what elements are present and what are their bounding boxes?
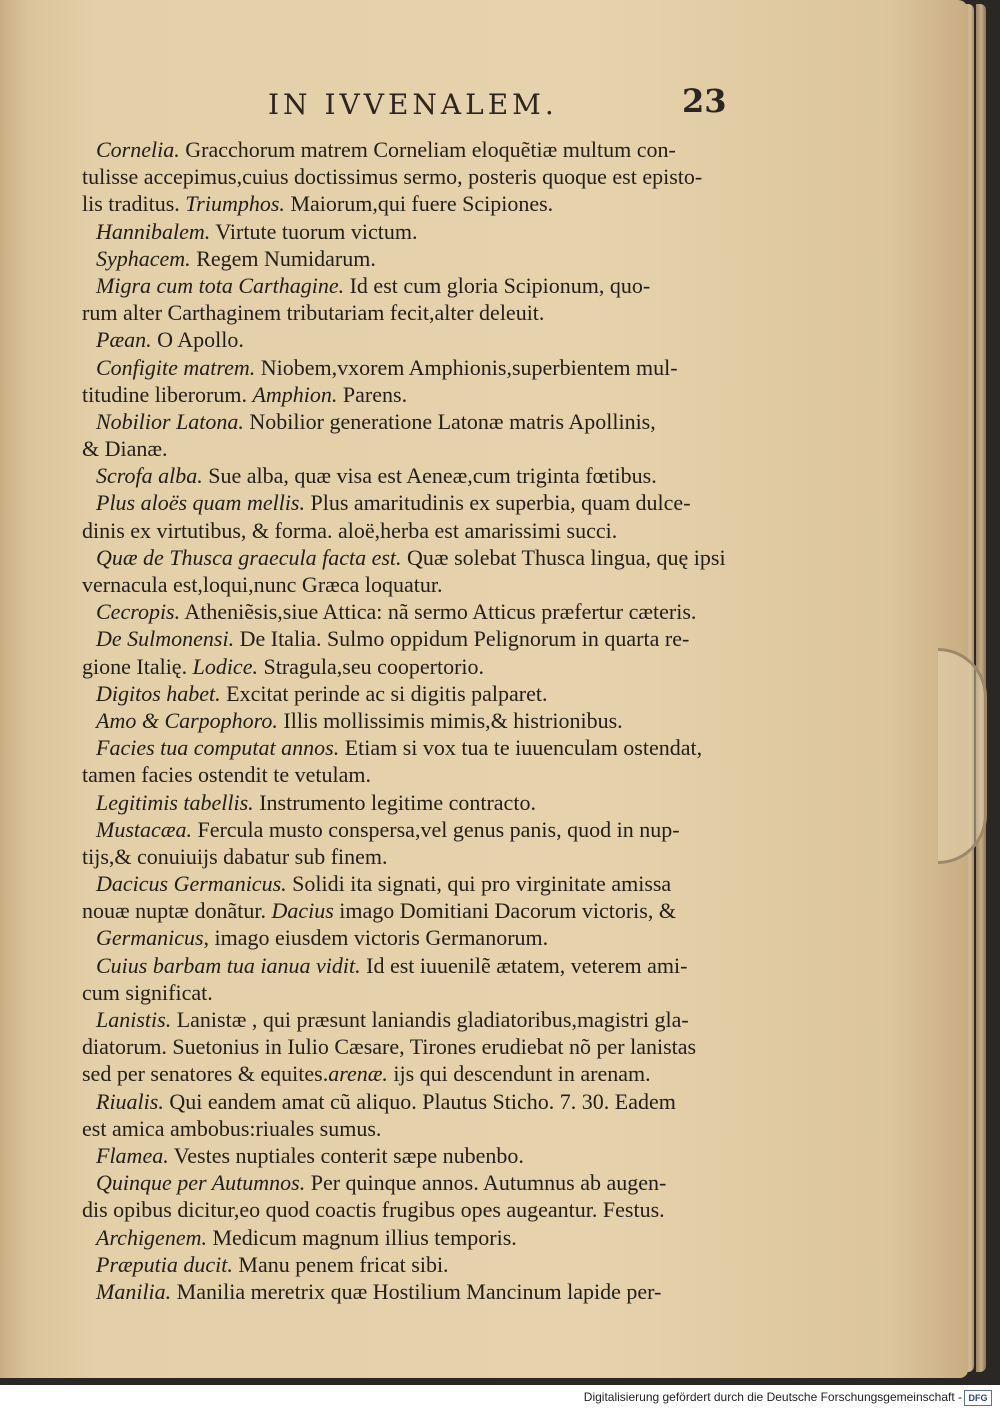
gloss-text: Niobem,vxorem Amphionis,superbientem mul- <box>255 354 678 380</box>
gloss-text: vernacula est,loqui,nunc Græca loquatur. <box>82 572 443 597</box>
gloss-text: Id est cum gloria Scipionum, quo- <box>344 272 651 298</box>
lemma: Plus aloës quam mellis. <box>96 490 305 516</box>
text-line <box>82 381 776 408</box>
text-line <box>96 789 776 816</box>
text-line <box>96 1169 776 1196</box>
gloss-text: Lanistæ , qui præsunt laniandis gladiatoribus,magistri gla- <box>171 1007 689 1032</box>
lemma: Cuius barbam tua ianua vidit. <box>96 952 361 978</box>
text-line <box>96 1142 776 1169</box>
gloss-text: Sue alba, quæ visa est Aeneæ,cum triginta fœtibus. <box>202 463 657 489</box>
lemma: Cornelia. <box>96 137 180 162</box>
lemma: Syphacem. <box>96 245 191 271</box>
text-line <box>96 734 776 761</box>
gloss-text: diatorum. Suetonius in Iulio Cæsare, Tirones erudiebat nõ per lanistas <box>82 1034 697 1060</box>
text-line <box>96 218 776 245</box>
gloss-text: cum significat. <box>82 979 213 1005</box>
lemma: Archigenem. <box>96 1224 207 1250</box>
lemma: Configite matrem. <box>96 354 256 380</box>
running-title: IN IVVENALEM. <box>268 88 558 121</box>
text-line <box>82 897 776 924</box>
commentary-text <box>82 136 776 1305</box>
gloss-text: Quæ solebat Thusca lingua, quę ipsi <box>401 544 726 570</box>
gloss-text: Fercula musto conspersa,vel genus panis, quod in nup- <box>191 816 680 842</box>
lemma: Mustacæa. <box>96 816 192 842</box>
lemma: Migra cum tota Carthagine. <box>96 272 345 298</box>
gloss-text: O Apollo. <box>151 327 244 353</box>
text-line <box>82 571 776 598</box>
gloss-text: Plus amaritudinis ex superbia, quam dulce- <box>305 490 691 516</box>
gloss-text: tulisse accepimus,cuius doctissimus sermo, posteris quoque est episto- <box>82 164 703 190</box>
gloss-text: & Dianæ. <box>82 436 168 462</box>
dfg-logo-icon: DFG <box>964 1390 992 1406</box>
gloss-text: Excitat perinde ac si digitis palparet. <box>220 680 548 706</box>
gloss-text: dinis ex virtutibus, & forma. aloë,herba est amarissimi succi. <box>82 517 618 543</box>
gloss-text: Illis mollissimis mimis,& histrionibus. <box>277 707 623 733</box>
footer-bar <box>0 1385 1000 1410</box>
gloss-text: Manu penem fricat sibi. <box>232 1251 449 1277</box>
text-line <box>96 598 776 625</box>
gloss-text: dis opibus dicitur,eo quod coactis frugibus opes augeantur. Festus. <box>82 1197 665 1223</box>
text-line <box>82 653 776 680</box>
lemma: Dacius <box>271 898 334 924</box>
text-line <box>96 1251 776 1278</box>
gloss-text: Stragula,seu coopertorio. <box>257 653 485 679</box>
gloss-text: Parens. <box>337 381 408 407</box>
gloss-text: nouæ nuptæ donãtur. <box>82 898 272 924</box>
lemma: Digitos habet. <box>96 680 221 706</box>
gloss-text: Etiam si vox tua te iuuenculam ostendat, <box>339 735 703 761</box>
text-line <box>96 1224 776 1251</box>
gloss-text: rum alter Carthaginem tributariam fecit,alter deleuit. <box>82 300 545 326</box>
paper-clip-tab <box>938 648 987 864</box>
gloss-text: tijs,& conuiuijs dabatur sub finem. <box>82 843 388 869</box>
lemma: Quinque per Autumnos. <box>96 1170 306 1196</box>
lemma: Præputia ducit. <box>96 1251 233 1277</box>
lemma: Manilia. <box>96 1278 172 1304</box>
gloss-text: Nobilior generatione Latonæ matris Apollinis, <box>243 408 656 434</box>
gloss-text: Instrumento legitime contracto. <box>253 789 536 815</box>
lemma: Lanistis. <box>96 1007 172 1032</box>
gloss-text: Solidi ita signati, qui pro virginitate amissa <box>286 871 672 897</box>
text-line <box>96 245 776 272</box>
lemma: Quæ de Thusca graecula facta est. <box>96 544 402 570</box>
gloss-text: Medicum magnum illius temporis. <box>206 1224 517 1250</box>
lemma: Hannibalem. <box>96 218 211 244</box>
lemma: Pæan. <box>96 327 152 353</box>
gloss-text: tamen facies ostendit te vetulam. <box>82 762 371 788</box>
gloss-text: lis traditus. <box>82 191 186 217</box>
gloss-text: Maiorum,qui fuere Scipiones. <box>284 191 554 217</box>
text-line <box>82 190 776 217</box>
gloss-text: gione Italię. <box>82 653 193 679</box>
lemma: Facies tua computat annos. <box>96 735 340 761</box>
lemma: Legitimis tabellis. <box>96 789 254 815</box>
lemma: arenæ. <box>328 1061 388 1087</box>
lemma: Lodice. <box>192 653 258 679</box>
lemma: Amo & Carpophoro. <box>96 707 278 733</box>
text-line <box>96 870 776 897</box>
text-line <box>82 517 776 544</box>
lemma: Germanicus <box>96 925 204 951</box>
text-line <box>82 761 776 788</box>
gloss-text: , imago eiusdem victoris Germanorum. <box>203 925 549 951</box>
text-line <box>82 163 776 190</box>
gloss-text: Vestes nuptiales conterit sæpe nubenbo. <box>168 1142 524 1168</box>
lemma: Cecropis. <box>96 599 181 625</box>
text-line <box>82 1196 776 1223</box>
page-number: 23 <box>682 82 727 120</box>
gloss-text: Id est iuuenilẽ ætatem, veterem ami- <box>360 952 688 978</box>
lemma: Amphion. <box>252 381 338 407</box>
lemma: Flamea. <box>96 1142 169 1168</box>
lemma: Scrofa alba. <box>96 463 203 489</box>
gloss-text: Gracchorum matrem Corneliam eloquẽtiæ multum con- <box>179 137 676 162</box>
funding-credit: Digitalisierung gefördert durch die Deutsche Forschungsgemeinschaft - <box>583 1390 962 1404</box>
gloss-text: Atheniẽsis,siue Attica: nã sermo Atticus præfertur cæteris. <box>180 599 697 625</box>
lemma: Riualis. <box>96 1088 164 1114</box>
gloss-text: imago Domitiani Dacorum victoris, & <box>333 898 676 924</box>
text-line <box>82 435 776 462</box>
gloss-text: De Italia. Sulmo oppidum Pelignorum in quarta re- <box>234 626 690 652</box>
text-line <box>96 952 776 979</box>
text-line <box>96 1006 776 1033</box>
text-line <box>96 462 776 489</box>
lemma: De Sulmonensi. <box>96 626 235 652</box>
lemma: Dacicus Germanicus. <box>96 871 287 897</box>
page-header <box>268 82 728 128</box>
text-line <box>82 1033 776 1060</box>
lemma: Nobilior Latona. <box>96 408 244 434</box>
text-line <box>96 489 776 516</box>
text-line <box>96 625 776 652</box>
gloss-text: Manilia meretrix quæ Hostilium Mancinum lapide per- <box>171 1278 662 1304</box>
text-line <box>96 707 776 734</box>
text-line <box>96 326 776 353</box>
text-line <box>96 136 776 163</box>
text-line <box>96 1088 776 1115</box>
lemma: Triumphos. <box>185 191 285 217</box>
text-line <box>96 408 776 435</box>
gloss-text: sed per senatores & equites. <box>82 1061 329 1087</box>
gloss-text: est amica ambobus:riuales sumus. <box>82 1115 382 1141</box>
gloss-text: Qui eandem amat cũ aliquo. Plautus Sticho. 7. 30. Eadem <box>163 1088 676 1114</box>
text-line <box>96 354 776 381</box>
text-line <box>96 544 776 571</box>
gloss-text: Virtute tuorum victum. <box>210 218 418 244</box>
gloss-text: titudine liberorum. <box>82 381 253 407</box>
text-line <box>96 680 776 707</box>
text-line <box>96 816 776 843</box>
gloss-text: Per quinque annos. Autumnus ab augen- <box>305 1170 667 1196</box>
text-line <box>82 299 776 326</box>
text-line <box>96 272 776 299</box>
text-line <box>96 924 776 951</box>
text-line <box>82 843 776 870</box>
gloss-text: Regem Numidarum. <box>190 245 376 271</box>
text-line <box>82 979 776 1006</box>
gloss-text: ijs qui descendunt in arenam. <box>387 1061 651 1087</box>
text-line <box>96 1278 776 1305</box>
text-line <box>82 1060 776 1087</box>
text-line <box>82 1115 776 1142</box>
